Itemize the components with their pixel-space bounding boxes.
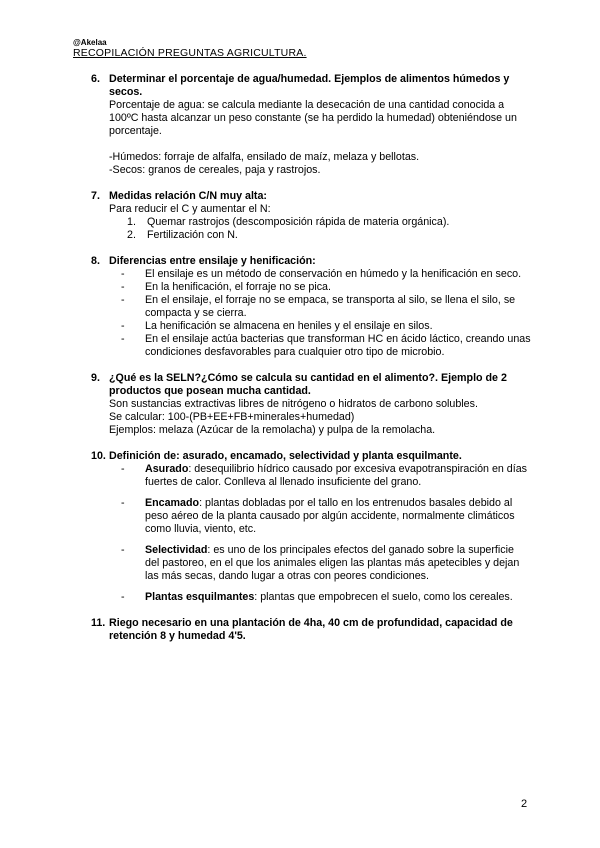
list-marker: -: [121, 591, 125, 603]
answer-paragraph: Porcentaje de agua: se calcula mediante la desecación de una cantidad conocida a 100ºC hasta alcanzar un peso constante (se ha perdido la humedad) obteniéndose un porcentaje.: [109, 99, 517, 137]
list-marker: -: [121, 320, 125, 332]
question-number: 10.: [91, 450, 106, 462]
definition-term: Plantas esquilmantes: [145, 591, 255, 603]
question-11: [91, 617, 531, 643]
document-body: [91, 73, 531, 643]
list-marker: -: [121, 294, 125, 306]
question-7: [91, 190, 531, 242]
definition-term: Selectividad: [145, 544, 208, 556]
question-10: [91, 450, 531, 604]
definition-text: : plantas dobladas por el tallo en los entrenudos basales debido al peso aéreo de la planta causado por algún accidente, normalmente climáticos como lluvia, viento, etc.: [145, 497, 515, 535]
definition-text: : desequilibrio hídrico causado por excesiva evapotranspiración en días fuertes de calor. Conlleva al llenado insuficiente del grano.: [145, 463, 527, 488]
list-item: [121, 294, 531, 320]
question-title: Diferencias entre ensilaje y henificación:: [109, 255, 316, 267]
author-signature: @Akelaa: [73, 38, 107, 47]
list-item: [127, 229, 531, 242]
list-item-text: La henificación se almacena en heniles y el ensilaje en silos.: [145, 320, 433, 332]
question-number: 6.: [91, 73, 100, 85]
list-marker: -: [121, 497, 125, 509]
definition-term: Asurado: [145, 463, 189, 475]
question-6: [91, 73, 531, 177]
list-item-text: Fertilización con N.: [147, 229, 238, 241]
list-item: [121, 320, 531, 333]
list-item-text: El ensilaje es un método de conservación en húmedo y la henificación en seco.: [145, 268, 522, 280]
list-marker: -: [121, 333, 125, 345]
question-9: [91, 372, 531, 437]
definition-list: [109, 544, 531, 583]
list-marker: -: [121, 544, 125, 556]
list-item-text: En el ensilaje, el forraje no se empaca, se transporta al silo, se llena el silo, se compacta y se cierra.: [145, 294, 516, 319]
numbered-list: [109, 216, 531, 242]
question-number: 11.: [91, 617, 106, 629]
answer-paragraph: Para reducir el C y aumentar el N:: [109, 203, 271, 215]
list-item-text: En el ensilaje actúa bacterias que transforman HC en ácido láctico, creando unas condiciones desfavorables para cualquier otro tipo de microbio.: [145, 333, 531, 358]
definition-list: [109, 591, 531, 604]
answer-paragraph: -Secos: granos de cereales, paja y rastrojos.: [109, 164, 321, 176]
question-title: Definición de: asurado, encamado, selectividad y planta esquilmante.: [109, 450, 462, 462]
answer-paragraph: Son sustancias extractivas libres de nitrógeno o hidratos de carbono solubles.: [109, 398, 478, 410]
list-item: [127, 216, 531, 229]
definition-item: [121, 544, 531, 583]
list-item: [121, 333, 531, 359]
question-title: Medidas relación C/N muy alta:: [109, 190, 267, 202]
definition-text: : es uno de los principales efectos del ganado sobre la superficie del pastoreo, en el que los animales eligen las plantas más apetecibles y dejan las más secas, dando lugar a otras con peores condiciones.: [145, 544, 520, 582]
definition-item: [121, 497, 531, 536]
answer-paragraph: Se calcular: 100-(PB+EE+FB+minerales+humedad): [109, 411, 355, 423]
definition-list: [109, 497, 531, 536]
answer-paragraph: Ejemplos: melaza (Azúcar de la remolacha) y pulpa de la remolacha.: [109, 424, 436, 436]
question-title: ¿Qué es la SELN?¿Cómo se calcula su cantidad en el alimento?. Ejemplo de 2 productos que posean mucha cantidad.: [109, 372, 507, 397]
list-item-text: Quemar rastrojos (descomposición rápida de materia orgánica).: [147, 216, 450, 228]
list-item: [121, 281, 531, 294]
question-title: Riego necesario en una plantación de 4ha, 40 cm de profundidad, capacidad de retención 8 y humedad 4'5.: [109, 617, 513, 642]
answer-paragraph: -Húmedos: forraje de alfalfa, ensilado de maíz, melaza y bellotas.: [109, 151, 420, 163]
list-marker: 1.: [127, 216, 136, 228]
list-item-text: En la henificación, el forraje no se pica.: [145, 281, 331, 293]
list-marker: -: [121, 463, 125, 475]
list-marker: -: [121, 281, 125, 293]
definition-item: [121, 591, 531, 604]
question-8: [91, 255, 531, 359]
list-item: [121, 268, 531, 281]
dash-list: [109, 268, 531, 359]
definition-term: Encamado: [145, 497, 200, 509]
question-number: 7.: [91, 190, 100, 202]
question-number: 8.: [91, 255, 100, 267]
page-number: 2: [521, 798, 528, 810]
list-marker: -: [121, 268, 125, 280]
definition-item: [121, 463, 531, 489]
definition-list: [109, 463, 531, 489]
question-number: 9.: [91, 372, 100, 384]
list-marker: 2.: [127, 229, 136, 241]
definition-text: : plantas que empobrecen el suelo, como los cereales.: [254, 591, 513, 603]
document-header-title: RECOPILACIÓN PREGUNTAS AGRICULTURA.: [73, 47, 307, 59]
question-title: Determinar el porcentaje de agua/humedad. Ejemplos de alimentos húmedos y secos.: [109, 73, 510, 98]
